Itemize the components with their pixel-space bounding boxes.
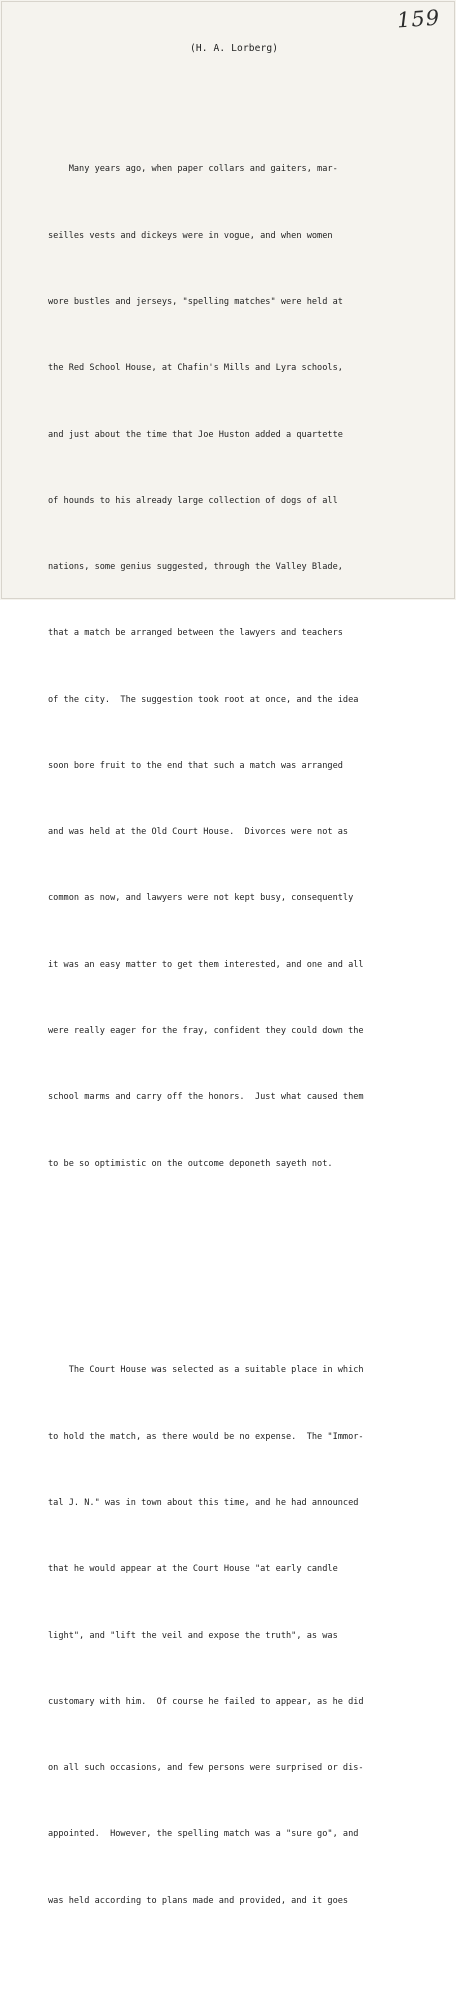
text-line: that a match be arranged between the lawyers and teachers: [48, 628, 343, 639]
text-line: to hold the match, as there would be no expense. The "Immor-: [48, 1431, 364, 1442]
text-line: customary with him. Of course he failed to appear, as he did: [48, 1696, 364, 1707]
text-line: to be so optimistic on the outcome deponeth sayeth not.: [48, 1158, 333, 1169]
text-line: light", and "lift the veil and expose the truth", as was: [48, 1630, 338, 1641]
text-line: that he would appear at the Court House "at early candle: [48, 1564, 338, 1575]
text-line: and was held at the Old Court House. Divorces were not as: [48, 827, 349, 838]
text-line: on all such occasions, and few persons were surprised or dis-: [48, 1763, 364, 1774]
text-line: and just about the time that Joe Huston added a quartette: [48, 429, 343, 440]
text-line: nations, some genius suggested, through the Valley Blade,: [48, 562, 343, 573]
text-line: wore bustles and jerseys, "spelling matches" were held at: [48, 296, 343, 307]
body-text: [48, 70, 448, 2000]
text-line: seilles vests and dickeys were in vogue, and when women: [48, 230, 333, 241]
text-line: Many years ago, when paper collars and gaiters, mar-: [48, 164, 338, 175]
text-line: The Court House was selected as a suitable place in which: [48, 1365, 364, 1376]
paragraph: [48, 1315, 448, 1956]
text-line: appointed. However, the spelling match was a "sure go", and: [48, 1829, 359, 1840]
paragraph: [48, 114, 448, 1219]
author-attribution: (H. A. Lorberg): [190, 43, 279, 54]
text-line: common as now, and lawyers were not kept busy, consequently: [48, 893, 354, 904]
text-line: soon bore fruit to the end that such a match was arranged: [48, 760, 343, 771]
text-line: was held according to plans made and provided, and it goes: [48, 1895, 349, 1906]
text-line: of the city. The suggestion took root at once, and the idea: [48, 694, 359, 705]
paragraph-gap: [48, 1263, 448, 1271]
text-line: were really eager for the fray, confident they could down the: [48, 1026, 364, 1037]
text-line: the Red School House, at Chafin's Mills and Lyra schools,: [48, 363, 343, 374]
text-line: it was an easy matter to get them interested, and one and all: [48, 959, 364, 970]
page-number: 159: [396, 5, 441, 33]
text-line: of hounds to his already large collection of dogs of all: [48, 495, 338, 506]
text-line: tal J. N." was in town about this time, and he had announced: [48, 1498, 359, 1508]
text-line: school marms and carry off the honors. Just what caused them: [48, 1092, 364, 1103]
